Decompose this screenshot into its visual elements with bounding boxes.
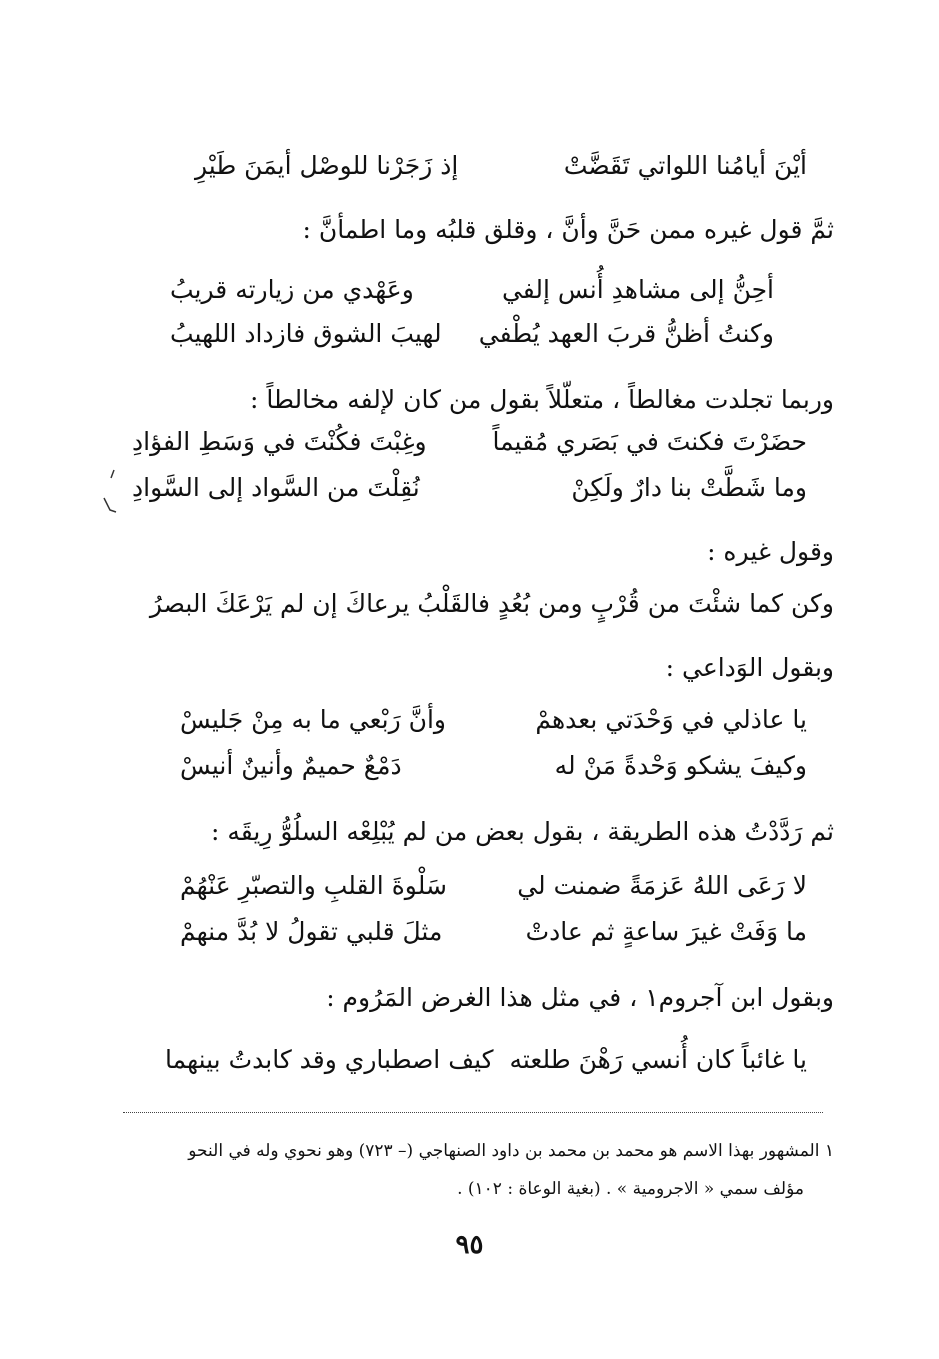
verse-10-second-hemistich: كيف اصطباري وقد كابدتُ بينهما [165, 1045, 494, 1074]
verse-1-first-hemistich: أيْنَ أيامُنا اللواتي تَقَضَّتْ [563, 151, 807, 180]
verse-8-first-hemistich: لا رَعَى اللهُ عَزمَةً ضمنت لي [517, 871, 807, 900]
verse-6-first-hemistich: يا عاذلي في وَحْدَتي بعدهمْ [535, 705, 807, 734]
footnote-line-2: مؤلف سمي « الاجرومية » . (بغية الوعاة : ١٠٢) . [457, 1179, 804, 1199]
verse-3-first-hemistich: وكنتُ أظنُّ قربَ العهد يُطْفي [478, 319, 774, 348]
verse-7-second-hemistich: دَمْعٌ حميمٌ وأنينٌ أنيسْ [180, 751, 402, 780]
page-number: ٩٥ [455, 1230, 484, 1260]
footnote-separator [123, 1112, 823, 1113]
verse-4-second-hemistich: وغِبْتَ فكُنْتَ في وَسَطِ الفؤادِ [132, 427, 427, 456]
verse-2-second-hemistich: وعَهْدي من زيارته قريبُ [170, 275, 414, 304]
verse-4-first-hemistich: حضَرْتَ فكنتَ في بَصَري مُقيماً [492, 427, 807, 456]
prose-line-3: وقول غيره : [707, 537, 834, 566]
verse-9-second-hemistich: مثلَ قلبي تقولُ لا بُدَّ منهمْ [180, 917, 443, 946]
prose-line-7: وبقول ابن آجروم١ ، في مثل هذا الغرض المَرُوم : [326, 983, 834, 1012]
verse-8-second-hemistich: سَلْوةَ القلبِ والتصبّرِ عَنْهُمْ [180, 871, 447, 900]
verse-9-first-hemistich: ما وَفَتْ غيرَ ساعةٍ ثم عادتْ [525, 917, 807, 946]
prose-line-6: ثم رَدَّدْتُ هذه الطريقة ، بقول بعض من لم يُبْلِعْه السلُوُّ رِيقَه : [211, 817, 834, 846]
verse-5-first-hemistich: وما شَطَّتْ بنا دارٌ ولَكِنْ [571, 473, 807, 502]
prose-line-4: وكن كما شئْتَ من قُرْبٍ ومن بُعُدٍ فالقَلْبُ يرعاكَ إن لم يَرْعَكَ البصرُ [149, 589, 834, 618]
footnote-line-1: ١ المشهور بهذا الاسم هو محمد بن محمد بن داود الصنهاجي (– ٧٢٣) وهو نحوي وله في النحو [188, 1141, 834, 1161]
margin-pen-mark [100, 468, 122, 518]
prose-line-2: وربما تجلدت مغالطاً ، متعلّلاً بقول من كان لإلفه مخالطاً : [250, 385, 834, 414]
verse-10-first-hemistich: يا غائباً كان أُنسي رَهْنَ طلعته [509, 1045, 807, 1074]
verse-2-first-hemistich: أحِنُّ إلى مشاهدِ أُنس إلفي [501, 275, 774, 304]
verse-5-second-hemistich: نُقِلْتَ من السَّواد إلى السَّوادِ [132, 473, 420, 502]
verse-7-first-hemistich: وكيفَ يشكو وَحْدةً مَنْ له [554, 751, 807, 780]
prose-line-5: وبقول الوَداعي : [665, 653, 834, 682]
verse-6-second-hemistich: وأنَّ رَبْعي ما به مِنْ جَليسْ [180, 705, 446, 734]
prose-line-1: ثمَّ قول غيره ممن حَنَّ وأنَّ ، وقلق قلبُه وما اطمأنَّ : [302, 215, 834, 244]
verse-1-second-hemistich: إذ زَجَرْنا للوصْل أيمَنَ طَيْرِ [195, 151, 459, 180]
verse-3-second-hemistich: لهيبَ الشوق فازداد اللهيبُ [170, 319, 442, 348]
